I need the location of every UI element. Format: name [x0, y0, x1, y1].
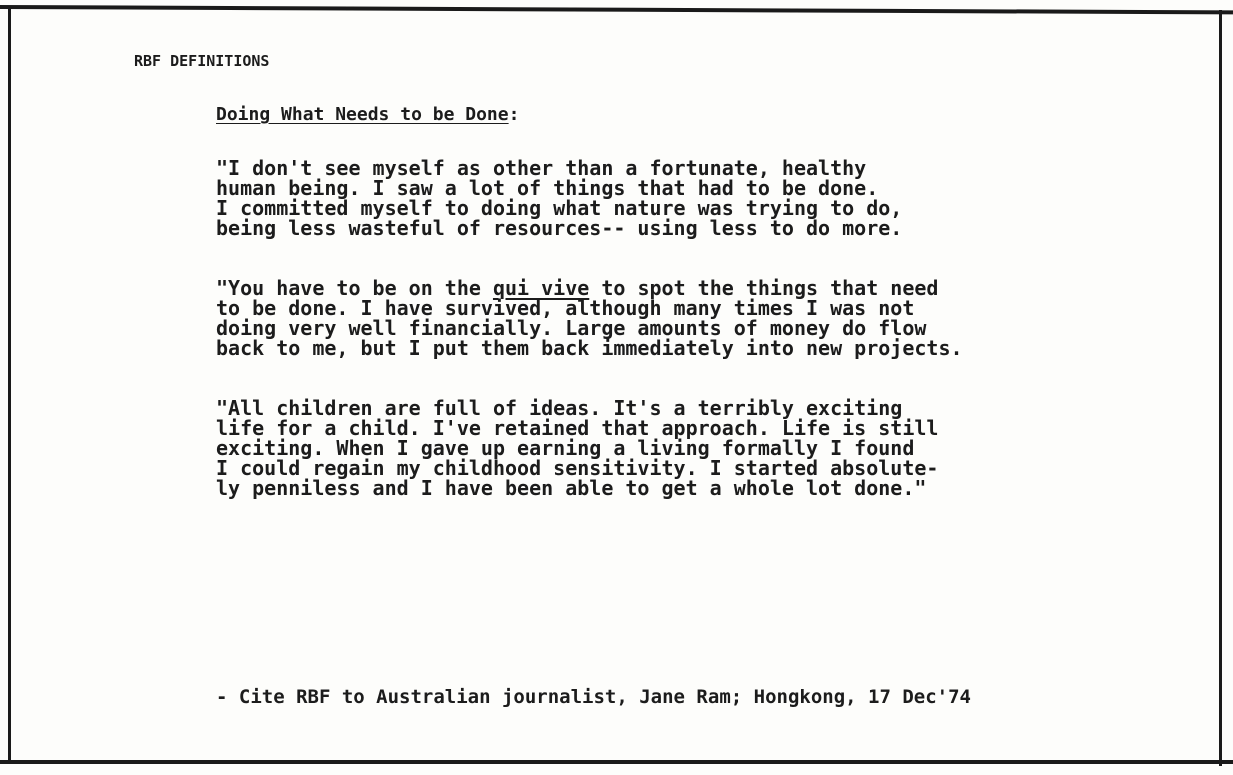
paragraph-line: I committed myself to doing what nature was trying to do,	[216, 196, 903, 220]
paragraph-line	[216, 278, 963, 298]
paragraph-line: being less wasteful of resources-- using less to do more.	[216, 216, 903, 240]
paragraph-line: I could regain my childhood sensitivity. I started absolute-	[216, 456, 939, 480]
quote-paragraph-3	[216, 398, 938, 498]
paragraph-line: life for a child. I've retained that approach. Life is still	[216, 416, 939, 440]
paragraph-line: "All children are full of ideas. It's a terribly exciting	[216, 396, 903, 420]
line-text: to spot the things that need	[589, 276, 939, 300]
document-heading: RBF DEFINITIONS	[134, 52, 270, 70]
section-title-colon: :	[508, 104, 520, 125]
border-bottom	[0, 760, 1233, 764]
line-text: "You have to be on the	[216, 276, 493, 300]
underlined-phrase: qui vive	[492, 276, 590, 300]
paragraph-line: doing very well financially. Large amounts of money do flow	[216, 316, 927, 340]
quote-paragraph-1	[216, 158, 902, 238]
paragraph-line: ly penniless and I have been able to get a whole lot done."	[216, 476, 927, 500]
section-title	[216, 104, 519, 125]
border-top	[0, 5, 1233, 14]
border-right	[1219, 10, 1222, 766]
paragraph-line: human being. I saw a lot of things that had to be done.	[216, 176, 879, 200]
border-left	[8, 6, 11, 762]
section-title-text: Doing What Needs to be Done	[216, 104, 509, 125]
paragraph-line: exciting. When I gave up earning a living formally I found	[216, 436, 915, 460]
paragraph-line: "I don't see myself as other than a fortunate, healthy	[216, 156, 867, 180]
citation: - Cite RBF to Australian journalist, Jane Ram; Hongkong, 17 Dec'74	[216, 686, 971, 708]
quote-paragraph-2	[216, 278, 963, 358]
paragraph-line: to be done. I have survived, although many times I was not	[216, 296, 915, 320]
paragraph-line: back to me, but I put them back immediately into new projects.	[216, 336, 963, 360]
